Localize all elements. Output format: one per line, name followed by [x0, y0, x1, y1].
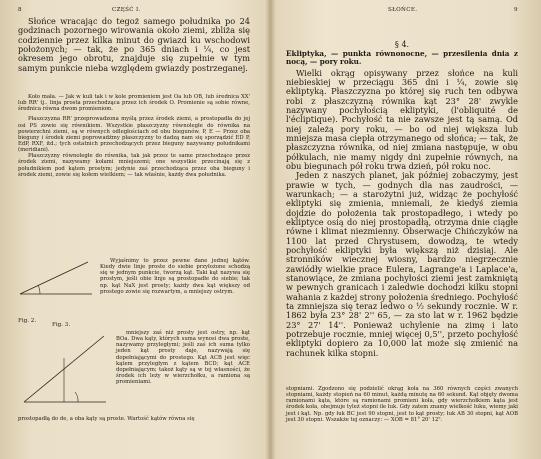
paragraph: mniejszy zaś niż prosty jest ostry, np. kąt BOa. Dwa kąty, których suma wynosi dwa proste, nazywamy przyległymi; jeśli zaś ich suma tylko jeden kąt prosty daje, nazywają się dopełniającymi do prostego. Kąt ACB jest więc kątem przyległym z kątem BCD; kąt ACE dopełniającym; takoż kąty są w tej własności, że środek ich leży w wierzchołku, a ramiona są promieniami. — [116, 330, 250, 386]
left-page — [0, 0, 268, 459]
page-number: 8 — [18, 7, 22, 13]
paragraph: prostopadłą do de, a oba kąty są proste. Wartość kątów równa się — [18, 416, 195, 422]
text-block-right-small — [286, 386, 518, 423]
paragraph: Jeden z naszych planet, jak później zobaczymy, jest prawie w tych, — godnych dla nas zaudrości, — warunkach; — a starożytni już, widząc że pochyłość ekliptyki się zmienia, mniemali, że kiedyś ziemia dojdzie do położenia tak prostopadłego, i wtedy po ekliptyce osią do niej prostopadłą, otrzyma dnie ciągłe równe i klimat niezmienny. Obserwacje Chińczyków na 1100 lat przed Chrystusem, dowodzą, te wtedy pochyłość ekliptyki była większą niż dzisiaj. Ale stronników wiecznej wiosny, bardzo niegrzecznie zawiódły wielkie prace Eulera, Lagrange'a i Laplace'a, stanowiące, że zmiana pochyłości ziemi jest zamkniętą w pewnych granicach i zaledwie dochodzi kilku stopni wahania z każdej strony położenia średniego. Pochyłość ta zmniejsza się teraz ledwo o ½ sekundy rocznie. W r. 1862 była 23° 28' 2'' 65, — za sto lat w r. 1962 będzie 23° 27' 14''. Ponieważ uchylenie na zimę i lato potrzebuje rocznie, mniej więcej 0,5'', przeto pochyłość ekliptyki dopiero za 10,000 lat może się zmienić na rachunek kilka stopni. — [286, 170, 518, 358]
text-block-3 — [100, 258, 250, 295]
paragraph: stopniami. Zgodzono się podzielić okrąg koła na 360 równych części zwanych stopniami, każdy stopień na 60 minut, każdą minutę na 60 sekund. Kąt objęty dwoma ramionami kąta, które są ramionami promieni koła, gdy wierzchołkiem kąta jest środek koła, obejmuje tyleż stopni ile łuk. Gdy zatem znamy wielkość łuku, wiemy jaki jest i kąt. Np. gdy łuk BC jest 90 stopni, jest to kąt prosty; łuk AB 30 stopni, kąt AOB jest 30 stopni. Wszakże tej oznaczy: — XOB = 81° 20' 12". — [286, 386, 518, 423]
paragraph: Płaszczyzny równoległe do równika, tak jak przez te same przechodzące przez środek ziemi, nazywamy kołami mniejszemi; one wszystkie przecinają się z południkiem pod kątem prostym; jedynie zaś przechodząca przez oba bieguny i środek ziemi, zowie się kołem wielkiem; — tak właśnie, każdy dwa południka. — [18, 153, 250, 178]
section-heading: § 4. — [394, 40, 410, 49]
right-page — [272, 0, 541, 459]
text-block-5 — [18, 416, 250, 422]
page-number: 9 — [514, 7, 518, 13]
text-block-4 — [116, 330, 250, 385]
running-head: CZĘŚĆ I. — [112, 7, 141, 13]
fig3-arc — [75, 392, 78, 402]
running-head: SŁOŃCE. — [388, 7, 418, 13]
paragraph: Koło mała. — Jak w kuli tak i w kole promieniem jest Oa lub OB, lub średnica XX' lub RR' tj.. linja prosta przechodząca przez ich środek O. Promienie są sobie równe, średnica równa dwom promieniom. — [18, 94, 250, 113]
fig2-arc — [38, 285, 40, 294]
paragraph: Płaszczyzna RR' przeprowadzona myślą przez środek ziemi, a prostopadła do jej osi PS zowie się równikiem. Wszystkie płaszczyzny równoległe do równika na powierzchni ziemi, są w równych odległościach od obu biegunów. P, E — Przez oba bieguny i środek ziemi poprowadźmy płaszczyzny to dadzą nam się sporządzić ED P, EdP, RXF, itd.; tych ostatnich przechodzących przez bieguny nazywamy południkami (meridiani). — [18, 116, 250, 154]
text-block-1 — [18, 17, 250, 73]
paragraph: Wyjaśnimy to przez pewne dane jednej kątów. Kiedy dwie linje proste do siebie przyłożone schodzą się w jednym punkcie, tworzą kąt. Taki kąt nazywa się prostym, jeśli obie linje są prostopadłe do siebie; tak np. kąt NaX jest prosty; każdy dwa kąt większy od prostego zowie się rozwartym, a mniejszy ostrym. — [100, 258, 250, 295]
fig2-line-a — [20, 262, 88, 294]
section-title: Ekliptyka, — punkta równonocne, — przesilenia dnia z nocą, — pory roku. — [286, 49, 518, 67]
figure-3-diagram — [18, 330, 110, 410]
paragraph: Wielki okrąg opisywany przez słońce na kuli niebieskiej w przeciągu 365 dni i ¼, zowie się ekliptyką. Płaszczyzna po której się ruch ten odbywa robi z płaszczyzną równika kąt 23° 28' zwykle nazywany pochyłością ekliptyki, (l'obliquité de l'écliptique). Pochyłość ta nie zawsze jest tą samą. Od niej zależą pory roku, — bo od niej większa lub mniejsza masa ciepła otrzymanego od słońca; — tak, że płaszczyzna równika, od niej zmiana następuje, w obu półkulach, nie mamy nigdy dni zupełnie równych, na obu biegunach pół roku trwa dzień, pół roku noc. — [286, 67, 518, 171]
figure-2-label: Fig. 2. — [18, 318, 37, 324]
text-block-2 — [18, 94, 250, 178]
figure-3-label: Fig. 3. — [52, 322, 71, 328]
text-block-right — [286, 40, 518, 358]
paragraph: Słońce wracając do tegoż samego południka po 24 godzinach pozornego wirowania około ziemi, zbliża się codziennie przez kilka minut do gwiazd ku wschodowi położonych; — tak, że po 365 dniach i ¼, co jest okresem jego obrotu, znajduje się zupełnie w tym samym punkcie nieba względem gwiazdy postrzeganej. — [18, 16, 250, 73]
